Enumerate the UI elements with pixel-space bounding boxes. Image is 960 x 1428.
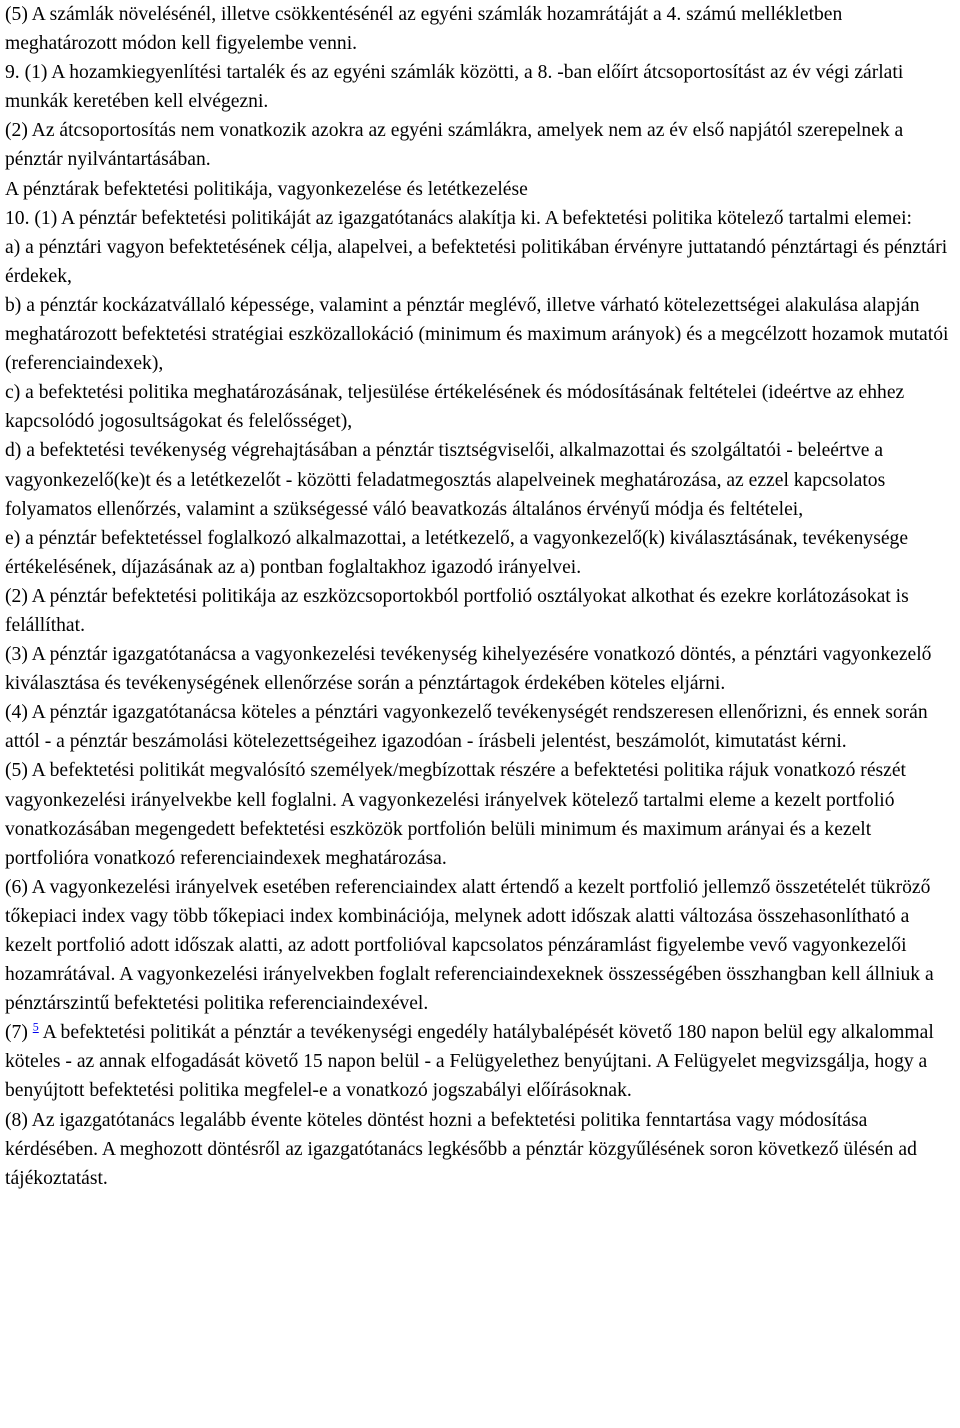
- document-page: [5, 0, 957, 1193]
- footnote-link[interactable]: 5: [32, 1019, 39, 1034]
- section-title-investment-policy: A pénztárak befektetési politikája, vagyonkezelése és letétkezelése: [5, 178, 528, 200]
- paragraph-10-7-prefix: (7): [5, 1022, 33, 1044]
- paragraph-10-3: (3) A pénztár igazgatótanácsa a vagyonkezelési tevékenység kihelyezésére vonatkozó döntés, a pénztári vagyonkezelő kiválasztása és tevékenységének ellenőrzése során a pénztártagok érdekében köteles eljárni.: [5, 644, 932, 695]
- paragraph-10-1-investment-policy: 10. (1) A pénztár befektetési politikáját az igazgatótanács alakítja ki. A befektetési politika kötelező tartalmi elemei:: [5, 207, 912, 229]
- paragraph-10-7: [5, 1018, 957, 1105]
- list-item-e: e) a pénztár befektetéssel foglalkozó alkalmazottai, a letétkezelő, a vagyonkezelő(k) kiválasztásának, tevékenysége értékelésének, díjazásának az a) pontban foglaltakhoz igazodó irányelvei.: [5, 527, 909, 578]
- paragraph-9-2-regrouping-exclusion: (2) Az átcsoportosítás nem vonatkozik azokra az egyéni számlákra, amelyek nem az év első napjától szerepelnek a pénztár nyilvántartásában.: [5, 120, 904, 171]
- list-item-c: c) a befektetési politika meghatározásának, teljesülése értékelésének és módosításának feltételei (ideértve az ehhez kapcsolódó jogosultságokat és felelősséget),: [5, 382, 905, 433]
- paragraph-5-account-changes: (5) A számlák növelésénél, illetve csökkentésénél az egyéni számlák hozamrátáját a 4. számú mellékletben meghatározott módon kell figyelembe venni.: [5, 4, 843, 55]
- paragraph-10-2: (2) A pénztár befektetési politikája az eszközcsoportokból portfolió osztályokat alkothat és ezekre korlátozásokat is felállíthat.: [5, 585, 909, 636]
- paragraph-10-4: (4) A pénztár igazgatótanácsa köteles a pénztári vagyonkezelő tevékenységét rendszeresen ellenőrizni, és ennek során attól - a pénztár beszámolási kötelezettségeihez igazodóan - írásbeli jelentést, beszámolót, kimutatást kérni.: [5, 702, 928, 753]
- list-item-b: b) a pénztár kockázatvállaló képessége, valamint a pénztár meglévő, illetve várható kötelezettségei alakulása alapján meghatározott befektetési stratégiai eszközallokáció (minimum és maximum arányok) és a megcélzott hozamok mutatói (referenciaindexek),: [5, 294, 949, 375]
- list-item-a: a) a pénztári vagyon befektetésének célja, alapelvei, a befektetési politikában érvényre juttatandó pénztártagi és pénztári érdekek,: [5, 236, 948, 287]
- paragraph-10-8: (8) Az igazgatótanács legalább évente köteles döntést hozni a befektetési politika fenntartása vagy módosítása kérdésében. A meghozott döntésről az igazgatótanács legkésőbb a pénztár közgyűlésének soron következő ülésén ad tájékoztatást.: [5, 1109, 917, 1189]
- paragraph-10-5: (5) A befektetési politikát megvalósító személyek/megbízottak részére a befektetési politika rájuk vonatkozó részét vagyonkezelési irányelvekbe kell foglalni. A vagyonkezelési irányelvek kötelező tartalmi eleme a kezelt portfolió vonatkozásában megengedett befektetési eszközök portfolión belüli minimum és maximum arányai és a kezelt portfolióra vonatkozó referenciaindexek meghatározása.: [5, 760, 906, 869]
- list-item-d: d) a befektetési tevékenység végrehajtásában a pénztár tisztségviselői, alkalmazottai és szolgáltatói - beleértve a vagyonkezelő(ke)t és a letétkezelőt - közötti feladatmegosztás alapelveinek meghatározása, az ezzel kapcsolatos folyamatos ellenőrzés, valamint a szükségessé váló beavatkozás általános érvényű módja és feltételei,: [5, 440, 886, 520]
- paragraph-10-7-body: A befektetési politikát a pénztár a tevékenységi engedély hatálybalépését követő 180 napon belül egy alkalommal köteles - az annak elfogadását követő 15 napon belül - a Felügyelethez benyújtani. A Felügyelet megvizsgálja, hogy a benyújtott befektetési politika megfelel-e a vonatkozó jogszabályi előírásoknak.: [5, 1022, 934, 1102]
- paragraph-10-6: (6) A vagyonkezelési irányelvek esetében referenciaindex alatt értendő a kezelt portfolió jellemző összetételét tükröző tőkepiaci index vagy több tőkepiaci index kombinációja, melynek adott időszak alatti változása összehasonlítható a kezelt portfolió adott időszak alatti, az adott portfolióval kapcsolatos pénzáramlást figyelembe vevő vagyonkezelői hozamrátával. A vagyonkezelési irányelvekben foglalt referenciaindexeknek összességében összhangban kell állniuk a pénztárszintű befektetési politika referenciaindexével.: [5, 876, 934, 1015]
- paragraph-9-1-regrouping: 9. (1) A hozamkiegyenlítési tartalék és az egyéni számlák közötti, a 8. -ban előírt átcsoportosítást az év végi zárlati munkák keretében kell elvégezni.: [5, 62, 904, 113]
